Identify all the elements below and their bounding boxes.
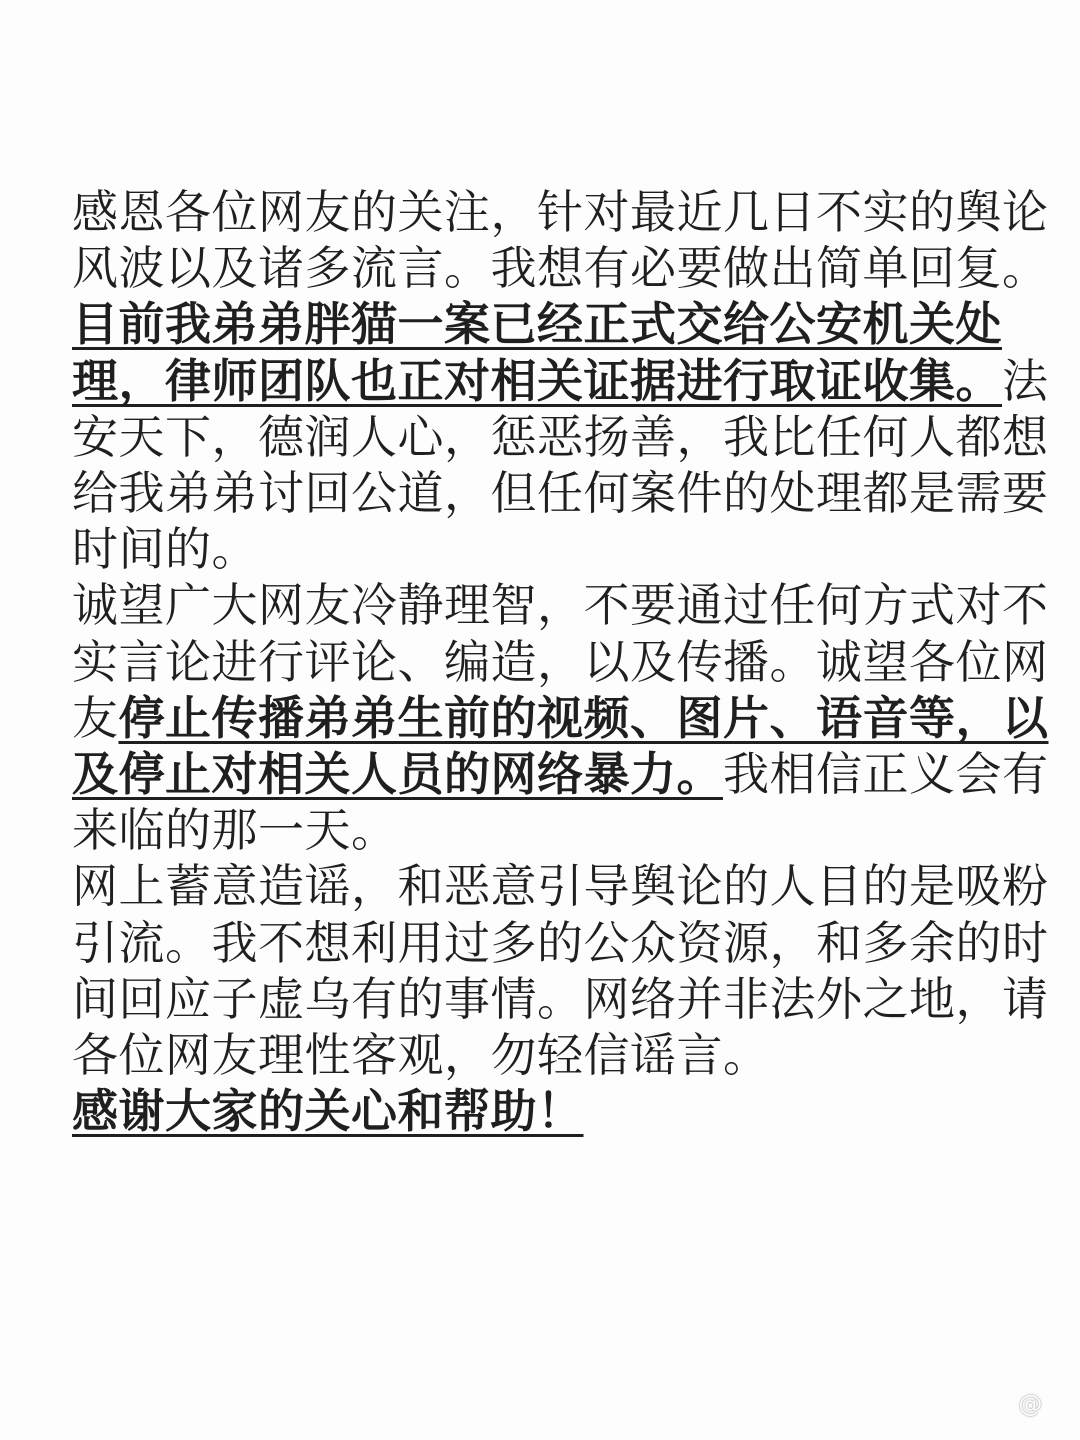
text-line: 引流。我不想利用过多的公众资源，和多余的时	[72, 915, 1049, 970]
text-line: 时间的。	[72, 522, 258, 577]
text-line-emphasized	[72, 296, 1008, 352]
statement-paragraph-1	[72, 184, 1049, 577]
statement-body	[72, 184, 1049, 1139]
emphasized-text: 目前我弟弟胖猫一案已经正式交给公安机关处	[72, 297, 1002, 352]
emphasized-text: 停止传播弟弟生前的视频、图片、语音等，以	[118, 690, 1049, 745]
text-line: 给我弟弟讨回公道，但任何案件的处理都是需要	[72, 466, 1049, 521]
text-line: 间回应子虚乌有的事情。网络并非法外之地，请	[72, 971, 1049, 1026]
text-line: 诚望广大网友冷静理智，不要通过任何方式对不	[72, 578, 1049, 633]
text-line: 来临的那一天。	[72, 803, 398, 858]
statement-paragraph-2	[72, 577, 1049, 858]
text-line: 感恩各位网友的关注，针对最近几日不实的舆论	[72, 185, 1049, 239]
text-line: 网上蓄意造谣，和恶意引导舆论的人目的是吸粉	[72, 859, 1049, 914]
plain-text: 友	[72, 690, 119, 745]
statement-paragraph-3	[72, 858, 1049, 1083]
text-line: 实言论进行评论、编造，以及传播。诚望各位网	[72, 634, 1049, 689]
closing-line	[72, 1083, 1008, 1139]
emphasized-text: 理，律师团队也正对相关证据进行取证收集。	[72, 353, 1002, 408]
emphasized-text: 感谢大家的关心和帮助！	[72, 1084, 584, 1139]
watermark-text: @	[1018, 1390, 1052, 1418]
plain-text: 我相信正义会有	[723, 747, 1049, 802]
emphasized-text: 及停止对相关人员的网络暴力。	[72, 747, 723, 802]
text-line: 风波以及诸多流言。我想有必要做出简单回复。	[72, 241, 1049, 296]
weibo-icon	[982, 1391, 1012, 1417]
text-line-mixed	[72, 353, 1049, 409]
text-line: 各位网友理性客观，勿轻信谣言。	[72, 1028, 770, 1083]
text-line-mixed	[72, 746, 1049, 802]
weibo-watermark	[982, 1390, 1052, 1418]
text-line: 安天下，德润人心，惩恶扬善，我比任何人都想	[72, 409, 1049, 464]
text-line-mixed	[72, 690, 1049, 746]
statement-paragraph-4	[72, 1083, 1008, 1139]
plain-text: 法	[1002, 353, 1049, 408]
